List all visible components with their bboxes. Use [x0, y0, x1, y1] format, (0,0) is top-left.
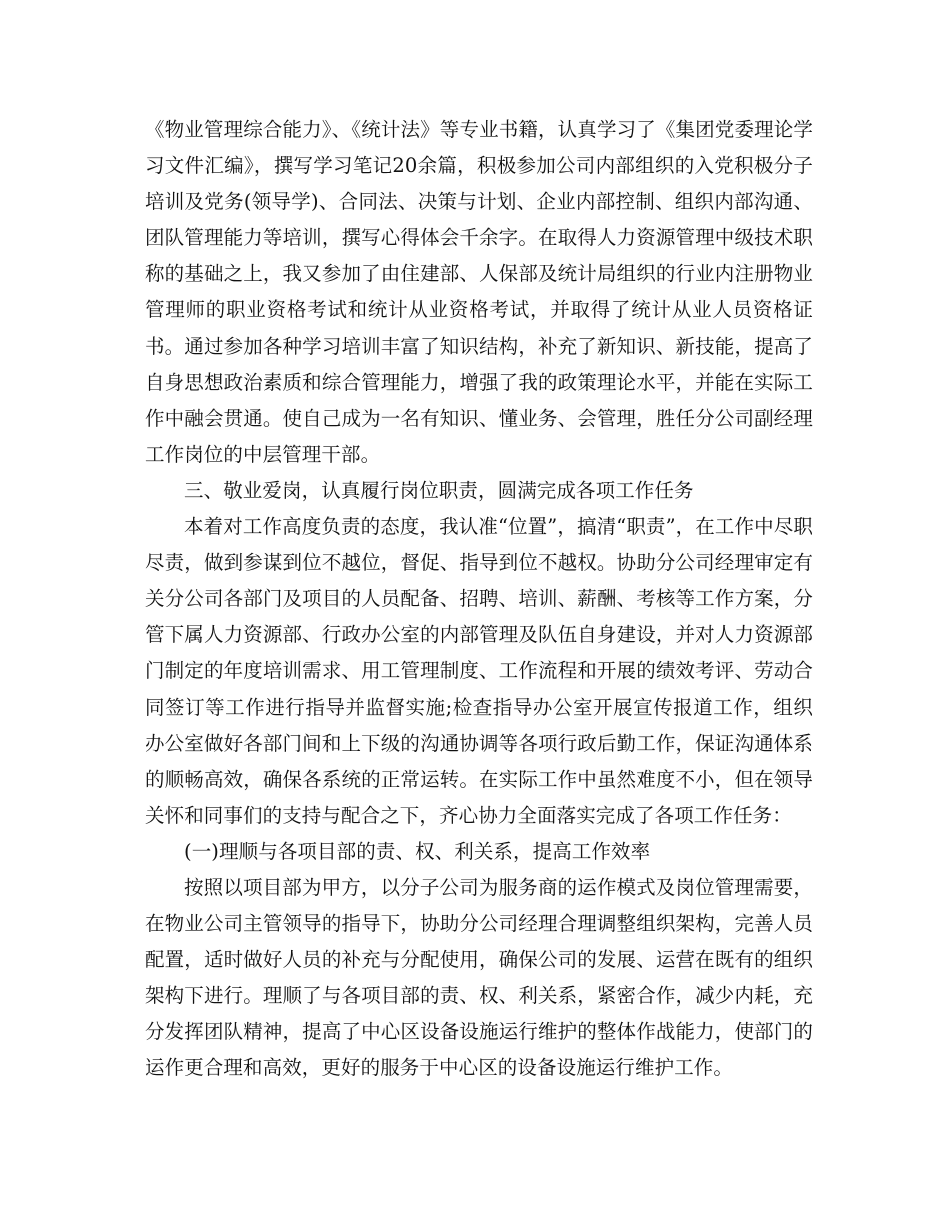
paragraph-learning-continued: 《物业管理综合能力》、《统计法》等专业书籍，认真学习了《集团党委理论学习文件汇编》，撰写学习笔记20余篇，积极参加公司内部组织的入党积极分子培训及党务(领导学)、合同法、决策与计划、企业内部控制、组织内部沟通、团队管理能力等培训，撰写心得体会千余字。在取得人力资源管理中级技术职称的基础之上，我又参加了由住建部、人保部及统计局组织的行业内注册物业管理师的职业资格考试和统计从业资格考试，并取得了统计从业人员资格证书。通过参加各种学习培训丰富了知识结构，补充了新知识、新技能，提高了自身思想政治素质和综合管理能力，增强了我的政策理论水平，并能在实际工作中融会贯通。使自己成为一名有知识、懂业务、会管理，胜任分公司副经理工作岗位的中层管理干部。: [145, 118, 813, 466]
document-body: [145, 112, 813, 1087]
paragraph-organization: 按照以项目部为甲方，以分子公司为服务商的运作模式及岗位管理需要，在物业公司主管领导的指导下，协助分公司经理合理调整组织架构，完善人员配置，适时做好人员的补充与分配使用，确保公司的发展、运营在既有的组织架构下进行。理顺了与各项目部的责、权、利关系，紧密合作，减少内耗，充分发挥团队精神，提高了中心区设备设施运行维护的整体作战能力，使部门的运作更合理和高效，更好的服务于中心区的设备设施运行维护工作。: [145, 875, 813, 1080]
section-heading-3: 三、敬业爱岗，认真履行岗位职责，圆满完成各项工作任务: [184, 478, 694, 502]
paragraph-duties: 本着对工作高度负责的态度，我认准“位置”，搞清“职责”，在工作中尽职尽责，做到参谋到位不越位，督促、指导到位不越权。协助分公司经理审定有关分公司各部门及项目的人员配备、招聘、培训、薪酬、考核等工作方案，分管下属人力资源部、行政办公室的内部管理及队伍自身建设，并对人力资源部门制定的年度培训需求、用工管理制度、工作流程和开展的绩效考评、劳动合同签订等工作进行指导并监督实施;检查指导办公室开展宣传报道工作，组织办公室做好各部门间和上下级的沟通协调等各项行政后勤工作，保证沟通体系的顺畅高效，确保各系统的正常运转。在实际工作中虽然难度不小，但在领导关怀和同事们的支持与配合之下，齐心协力全面落实完成了各项工作任务：: [145, 515, 813, 827]
subsection-heading-1: (一)理顺与各项目部的责、权、利关系，提高工作效率: [184, 839, 651, 863]
